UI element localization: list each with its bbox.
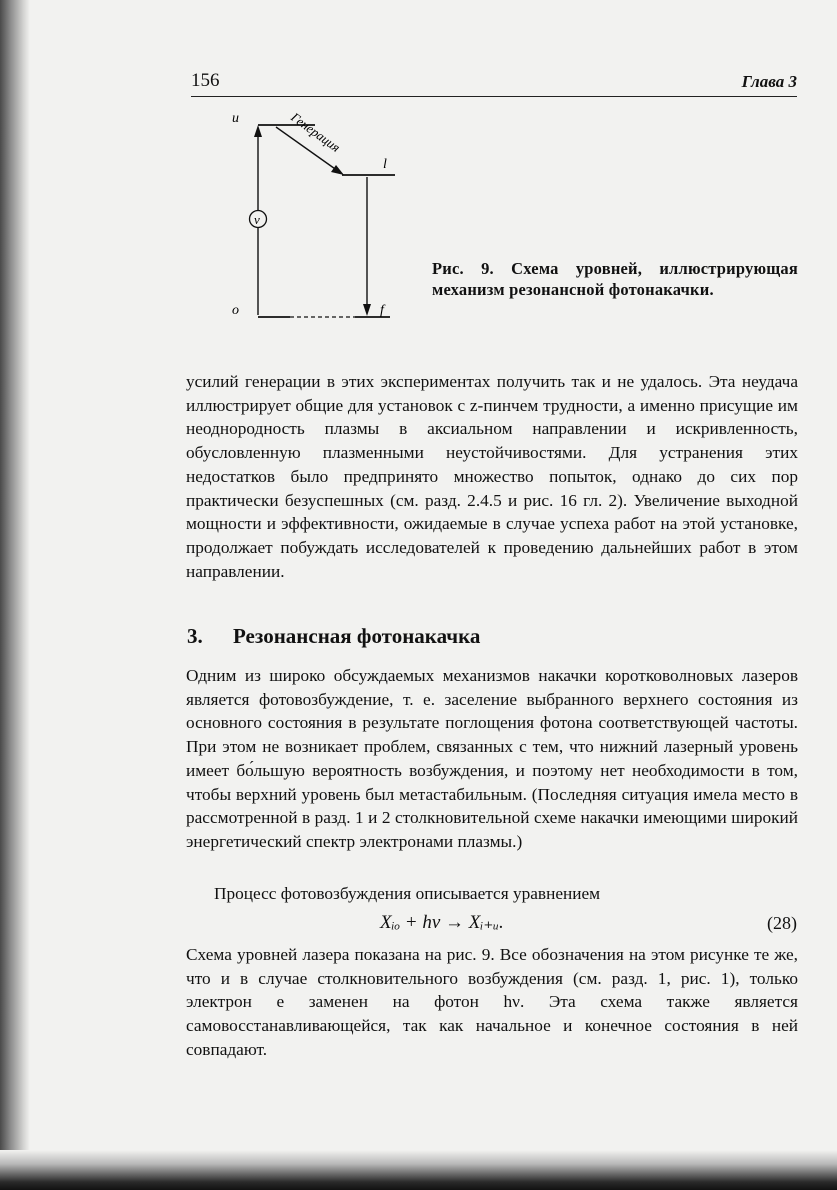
chapter-title: Глава 3 — [741, 72, 797, 91]
caption-label: Рис. 9. — [432, 259, 494, 278]
section-title: Резонансная фотонакачка — [233, 624, 481, 648]
paragraph-3: Процесс фотовозбуждения описывается уравнением — [214, 884, 601, 903]
caption-text: Схема уровней, иллюстрирующая механизм резонансной фотонакачки. — [432, 259, 799, 299]
label-nu: ν — [254, 212, 260, 227]
label-generation: Генерация — [288, 109, 344, 155]
label-u: u — [232, 111, 239, 126]
section-heading — [187, 624, 480, 649]
pump-arrowhead — [254, 125, 262, 137]
energy-level-diagram — [220, 105, 410, 325]
label-o: o — [232, 303, 239, 318]
label-l: l — [383, 157, 387, 172]
page-edge-shadow-left — [0, 0, 30, 1190]
decay-arrowhead — [363, 304, 371, 316]
page-edge-shadow-bottom — [0, 1150, 837, 1190]
section-number: 3. — [187, 624, 203, 648]
generation-arrowhead — [331, 165, 344, 175]
paragraph-1: усилий генерации в этих экспериментах получить так и не удалось. Эта неудача иллюстрирует общие для установок с z-пинчем трудности, а именно присущие им неоднородность плазмы в аксиальном направлении и искривленность, обусловленную плазменными неустойчивостями. Для устранения этих недостатков было предпринято множество попыток, однако до сих пор практически безуспешных (см. разд. 2.4.5 и рис. 16 гл. 2). Увеличение выходной мощности и эффективности, ожидаемые в случае успеха работ на этой установке, продолжает побуждать исследователей к проведению дальнейших работ в этом направлении. — [186, 372, 798, 581]
label-f: f — [380, 303, 384, 318]
paragraph-4: Схема уровней лазера показана на рис. 9. Все обозначения на этом рисунке те же, что и в случае столкновительного возбуждения (см. разд. 1, рис. 1), только электрон e заменен на фотон hν. Эта схема также является самовосстанавливающейся, так как начальное и конечное состояния в ней совпадают. — [186, 945, 798, 1059]
page-number: 156 — [191, 70, 220, 91]
figure-caption — [432, 258, 798, 300]
equation-number: (28) — [767, 913, 797, 933]
running-header — [191, 66, 797, 97]
equation: Xᵢₒ + hν → Xᵢ₊ᵤ. — [380, 912, 504, 933]
paragraph-2: Одним из широко обсуждаемых механизмов накачки коротковолновых лазеров является фотовозбуждение, т. е. заселение выбранного верхнего состояния из основного состояния в результате поглощения фотона соответствующей частоты. При этом не возникает проблем, связанных с тем, что нижний лазерный уровень имеет бо́льшую вероятность возбуждения, и поэтому нет необходимости в том, чтобы верхний уровень был метастабильным. (Последняя ситуация имела место в рассмотренной в разд. 1 и 2 столкновительной схеме накачки имеющими широкий энергетический спектр электронами плазмы.) — [186, 666, 798, 851]
